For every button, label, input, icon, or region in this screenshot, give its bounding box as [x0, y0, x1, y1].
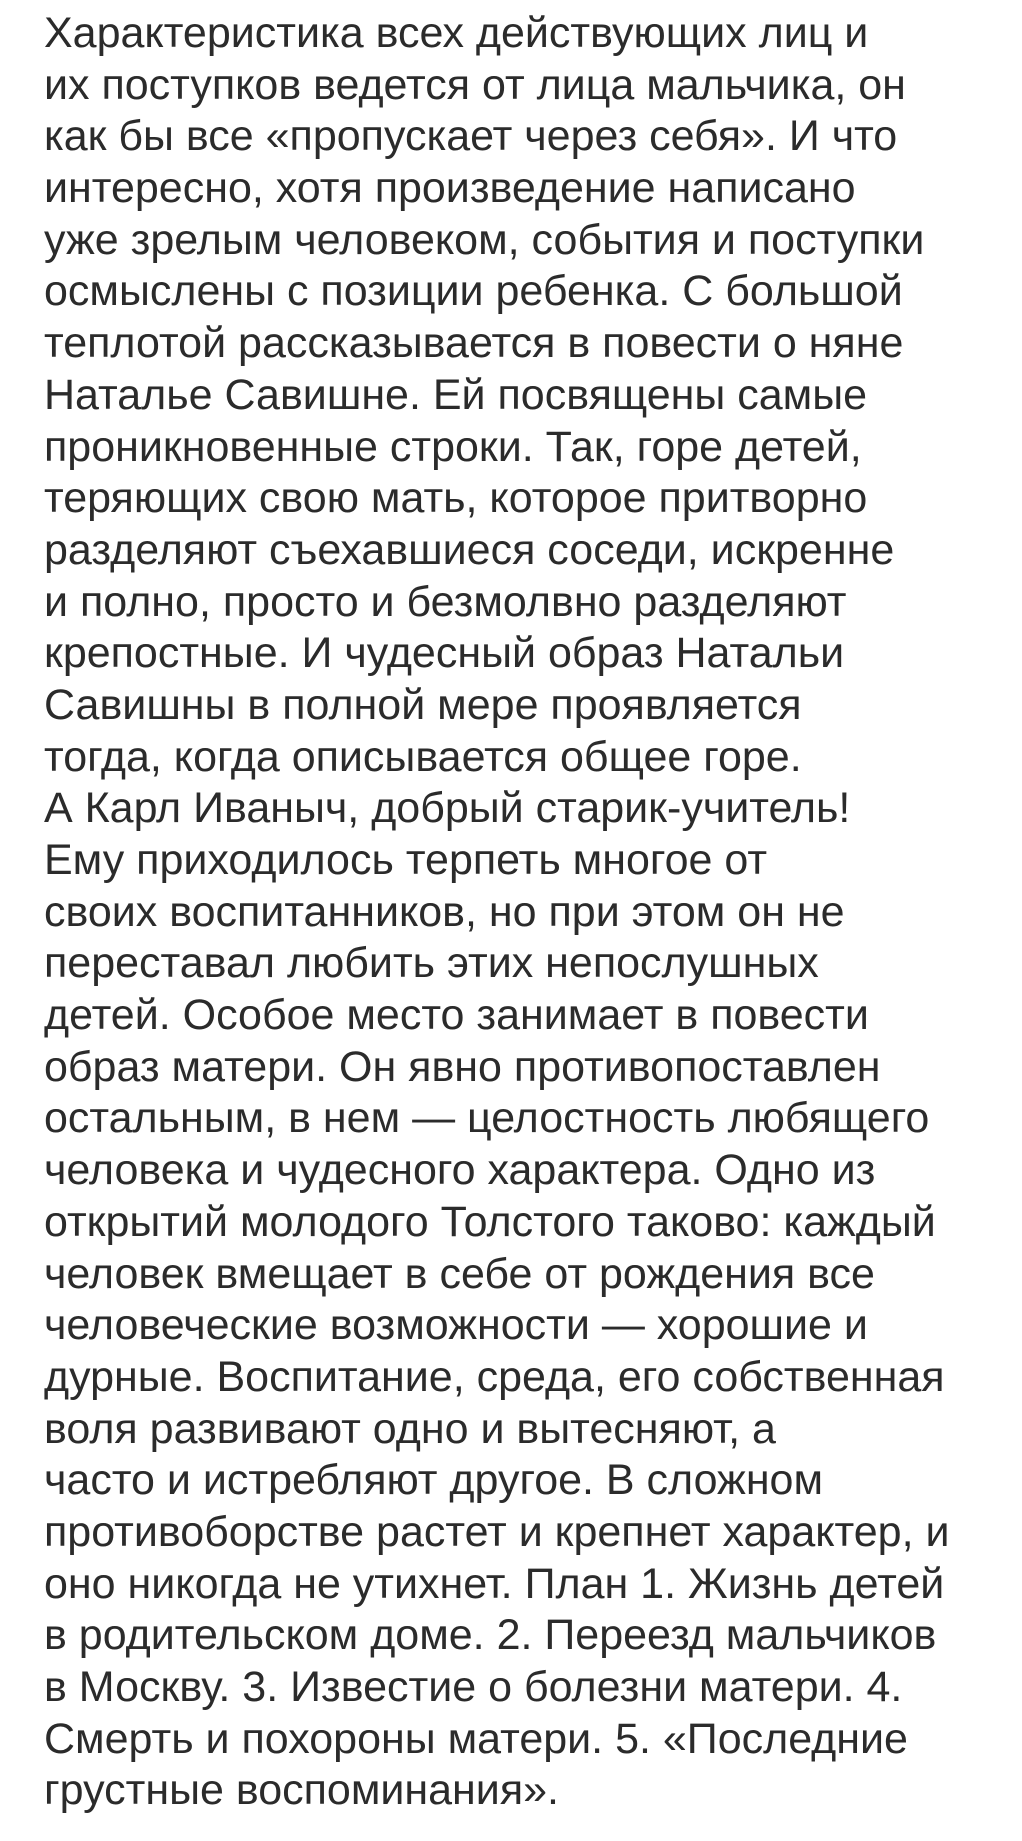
text-line-7: теплотой рассказывается в повести о няне: [44, 319, 904, 368]
text-line-13: крепостные. И чудесный образ Натальи: [44, 629, 845, 678]
text-line-24: открытий молодого Толстого таково: каждый: [44, 1197, 936, 1246]
text-line-14: Савишны в полной мере проявляется: [44, 680, 802, 729]
text-line-18: своих воспитанников, но при этом он не: [44, 887, 845, 936]
text-line-23: человека и чудесного характера. Одно из: [44, 1146, 876, 1195]
text-line-16: А Карл Иваныч, добрый старик-учитель!: [44, 784, 851, 833]
cut-off-line: [44, 0, 1022, 8]
text-line-32: в родительском доме. 2. Переезд мальчиков: [44, 1611, 937, 1660]
text-line-22: остальным, в нем — целостность любящего: [44, 1094, 930, 1143]
text-line-34: Смерть и похороны матери. 5. «Последние: [44, 1714, 908, 1763]
text-line-31: оно никогда не утихнет. План 1. Жизнь детей: [44, 1559, 945, 1608]
text-line-28: воля развивают одно и вытесняют, а: [44, 1404, 776, 1453]
text-line-25: человек вмещает в себе от рождения все: [44, 1249, 875, 1298]
text-line-20: детей. Особое место занимает в повести: [44, 991, 869, 1040]
text-line-26: человеческие возможности — хорошие и: [44, 1301, 868, 1350]
text-line-19: переставал любить этих непослушных: [44, 939, 819, 988]
text-line-6: осмыслены с позиции ребенка. С большой: [44, 267, 903, 316]
text-line-30: противоборстве растет и крепнет характер, и: [44, 1507, 950, 1556]
text-line-1: Характеристика всех действующих лиц и: [44, 9, 869, 57]
text-line-29: часто и истребляют другое. В сложном: [44, 1456, 824, 1505]
text-line-9: проникновенные строки. Так, горе детей,: [44, 422, 862, 471]
text-line-17: Ему приходилось терпеть многое от: [44, 836, 768, 884]
text-line-15: тогда, когда описывается общее горе.: [44, 732, 802, 781]
text-line-21: образ матери. Он явно противопоставлен: [44, 1042, 881, 1091]
text-line-5: уже зрелым человеком, события и поступки: [44, 215, 925, 264]
text-line-8: Наталье Савишне. Ей посвящены самые: [44, 370, 868, 419]
text-line-27: дурные. Воспитание, среда, его собственная: [44, 1352, 945, 1401]
text-line-3: как бы все «пропускает через себя». И что: [44, 112, 898, 161]
text-line-11: разделяют съехавшиеся соседи, искренне: [44, 525, 895, 574]
text-line-2: их поступков ведется от лица мальчика, он: [44, 60, 906, 109]
body-text: [44, 0, 1022, 1817]
text-line-33: в Москву. 3. Известие о болезни матери. 4.: [44, 1663, 903, 1711]
text-line-10: теряющих свою мать, которое притворно: [44, 474, 868, 523]
text-line-12: и полно, просто и безмолвно разделяют: [44, 577, 847, 626]
text-line-4: интересно, хотя произведение написано: [44, 164, 856, 213]
text-line-35: грустные воспоминания».: [44, 1766, 559, 1815]
